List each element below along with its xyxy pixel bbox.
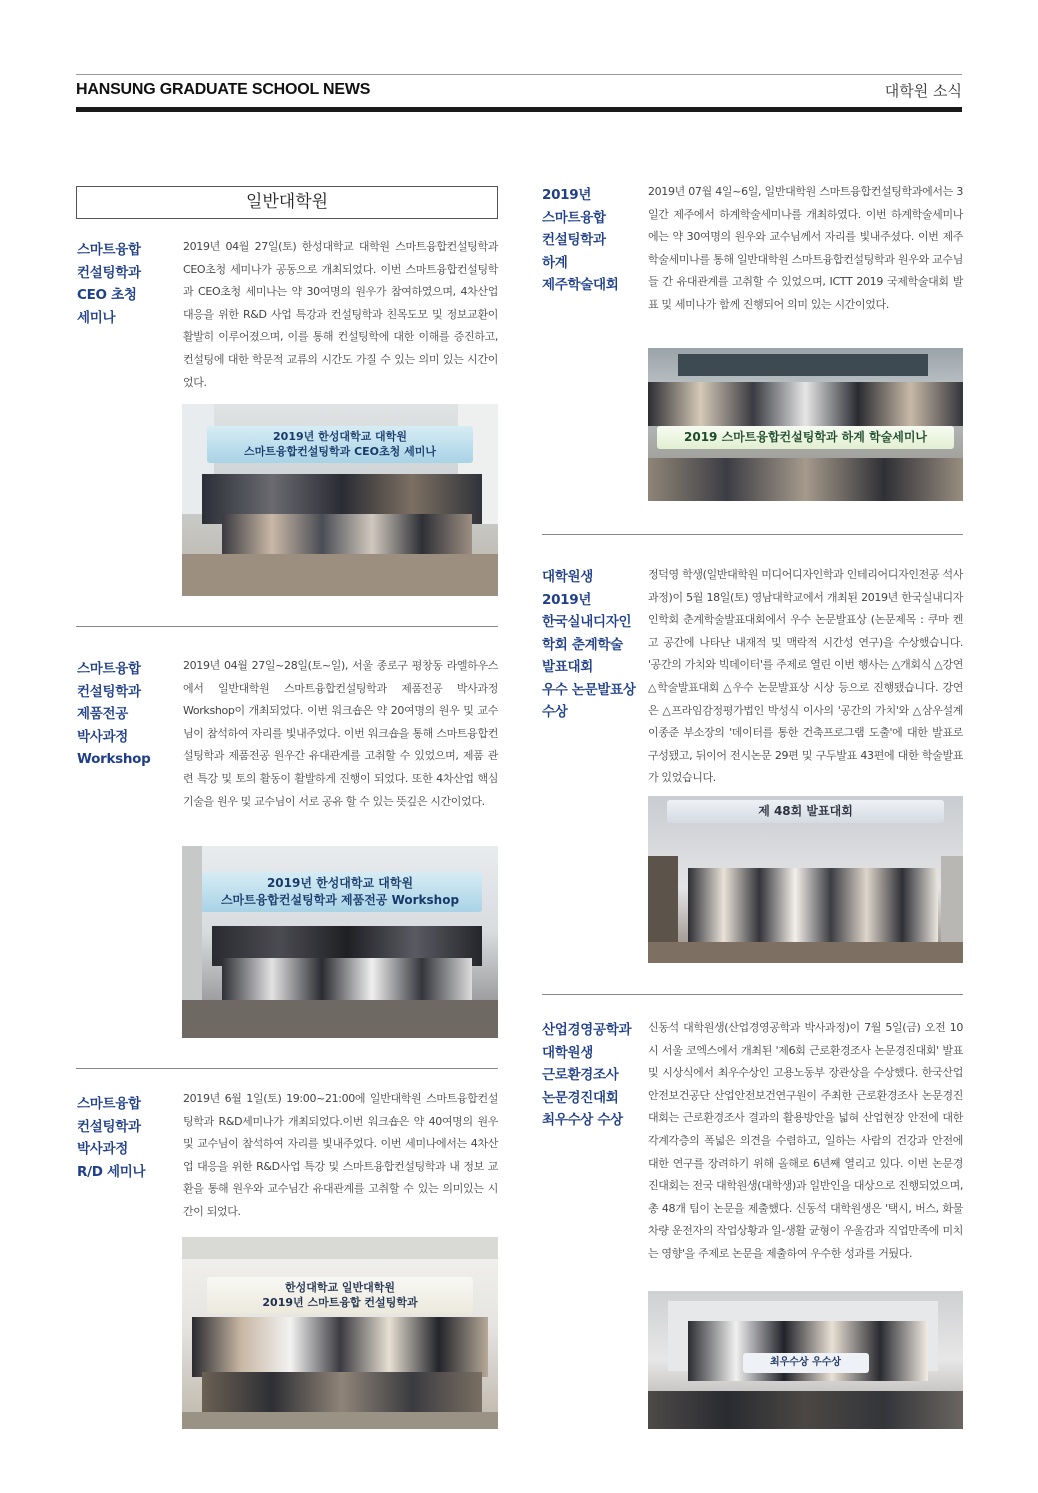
article-title: 2019년 스마트융합 컨설팅학과 하계 제주학술대회 bbox=[542, 187, 619, 293]
photo-banner: 제 48회 발표대회 bbox=[667, 800, 944, 823]
divider bbox=[542, 534, 963, 535]
article-body: 2019년 6월 1일(토) 19:00~21:00에 일반대학원 스마트융합컨설팅학과 R&D세미나가 개최되었다.이번 워크숍은 약 40여명의 원우 및 교수님이 참석하여 자리를 빛내주었다. 이번 세미나에서는 4차산업 대응을 위한 R&D사업 특강 및 스마트융합컨설팅학과 내 정보 교환을 통해 원우와 교수님간 유대관계를 고취할 수 있는 의미있는 시간이 되었다. bbox=[183, 1092, 498, 1218]
article-title: 스마트융합 컨설팅학과 박사과정 R/D 세미나 bbox=[77, 1096, 146, 1180]
photo-banner: 한성대학교 일반대학원 2019년 스마트융합 컨설팅학과 bbox=[207, 1277, 472, 1314]
newsletter-title: HANSUNG GRADUATE SCHOOL NEWS bbox=[76, 81, 371, 98]
page-header bbox=[76, 74, 962, 112]
article-title: 스마트융합 컨설팅학과 제품전공 박사과정 Workshop bbox=[77, 661, 151, 767]
article-photo bbox=[648, 1291, 963, 1429]
photo-banner: 2019년 한성대학교 대학원 스마트융합컨설팅학과 CEO초청 세미나 bbox=[207, 426, 472, 463]
divider bbox=[76, 1068, 498, 1069]
article-photo bbox=[182, 846, 498, 1038]
article-body: 2019년 07월 4일~6일, 일반대학원 스마트융합컨설팅학과에서는 3일간 제주에서 하계학술세미나를 개최하였다. 이번 하계학술세미나에는 약 30여명의 원우와 교수님께서 자리를 빛내주셨다. 이번 제주 학술세미나를 통해 일반대학원 스마트융합컨설팅학과 원우와 교수님들 간 유대관계를 고취할 수 있었으며, ICTT 2019 국제학술대회 발표 및 세미나가 함께 진행되어 의미 있는 시간이었다. bbox=[648, 185, 963, 311]
article-body: 정덕영 학생(일반대학원 미디어디자인학과 인테리어디자인전공 석사과정)이 5월 18일(토) 영남대학교에서 개최된 2019년 한국실내디자인학회 춘계학술발표대회에서 우수 논문발표상 (논문제목 : 쿠마 켄고 공간에 나타난 내재적 및 맥락적 시간성 연구)을 수상했습니다. '공간의 가치와 빅데이터'를 주제로 열린 이번 행사는 △개회식 △강연 △학술발표대회 △우수 논문발표상 시상 등으로 진행됐습니다. 강연은 △프라임감정평가법인 박성식 이사의 '공간의 가치'와 △삼우설계 이종준 부소장의 '데이터를 통한 건축프로그램 도출'에 대한 발표로 구성됐고, 뒤이어 전시논문 29편 및 구두발표 43편에 대한 학술발표가 있었습니다. bbox=[648, 568, 963, 785]
article-body: 2019년 04월 27일~28일(토~일), 서울 종로구 평창동 라엘하우스에서 일반대학원 스마트융합컨설팅학과 제품전공 박사과정 Workshop이 개최되었다. 이번 워크숍은 약 20여명의 원우 및 교수님이 참석하여 자리를 빛내주었다. 이번 워크숍을 통해 스마트융합컨설팅학과 제품전공 원우간 유대관계를 고취할 수 있었으며, 제품 관련 특강 및 토의 활동이 활발하게 진행이 되었다. 또한 4차산업 핵심 기술을 원우 및 교수님이 서로 공유 할 수 있는 뜻깊은 시간이었다. bbox=[183, 659, 498, 808]
article-title: 스마트융합 컨설팅학과 CEO 초청 세미나 bbox=[77, 242, 141, 326]
article-photo bbox=[182, 404, 498, 596]
article-photo bbox=[648, 348, 963, 501]
divider bbox=[542, 994, 963, 995]
article-title: 대학원생 2019년 한국실내디자인 학회 춘계학술 발표대회 우수 논문발표상 수상 bbox=[542, 569, 636, 720]
section-label: 대학원 소식 bbox=[884, 82, 962, 100]
article-photo bbox=[182, 1237, 498, 1429]
article-title: 산업경영공학과 대학원생 근로환경조사 논문경진대회 최우수상 수상 bbox=[542, 1022, 632, 1128]
article-body: 2019년 04월 27일(토) 한성대학교 대학원 스마트융합컨설팅학과 CEO초청 세미나가 공동으로 개최되었다. 이번 스마트융합컨설팅학과 CEO초청 세미나는 약 30여명의 원우가 참여하였으며, 4차산업 대응을 위한 R&D 사업 특강과 컨설팅학과 친목도모 및 정보교환이 활발히 이루어졌으며, 이를 통해 컨설팅학에 대한 이해를 증진하고, 컨설팅에 대한 학문적 교류의 시간도 가질 수 있는 의미 있는 시간이었다. bbox=[183, 240, 498, 389]
section-title-box: 일반대학원 bbox=[76, 186, 498, 219]
divider bbox=[76, 626, 498, 627]
photo-banner: 최우수상 우수상 bbox=[743, 1353, 869, 1373]
article-body: 신동석 대학원생(산업경영공학과 박사과정)이 7월 5일(금) 오전 10시 서울 코엑스에서 개최된 '제6회 근로환경조사 논문경진대회' 발표 및 시상식에서 최우수상인 고용노동부 장관상을 수상했다. 한국산업안전보건공단 산업안전보건연구원이 주최한 근로환경조사 논문경진대회는 근로환경조사 결과의 활용방안을 넓혀 산업현장 안전에 대한 각계각층의 폭넓은 의견을 수렴하고, 일하는 사람의 건강과 안전에 대한 연구를 장려하기 위해 올해로 6년째 열리고 있다. 이번 논문경진대회는 전국 대학원생(대학생)과 일반인을 대상으로 진행되었으며, 총 48개 팀이 논문을 제출했다. 신동석 대학원생은 '택시, 버스, 화물차량 운전자의 작업상황과 일-생활 균형이 우울감과 직업만족에 미치는 영향'을 주제로 논문을 제출하여 우수한 성과를 거뒀다. bbox=[648, 1021, 963, 1260]
photo-banner: 2019 스마트융합컨설팅학과 하계 학술세미나 bbox=[657, 426, 953, 449]
header-bar bbox=[76, 107, 962, 112]
photo-banner: 2019년 한성대학교 대학원 스마트융합컨설팅학과 제품전공 Workshop bbox=[198, 872, 482, 912]
article-photo bbox=[648, 796, 963, 963]
